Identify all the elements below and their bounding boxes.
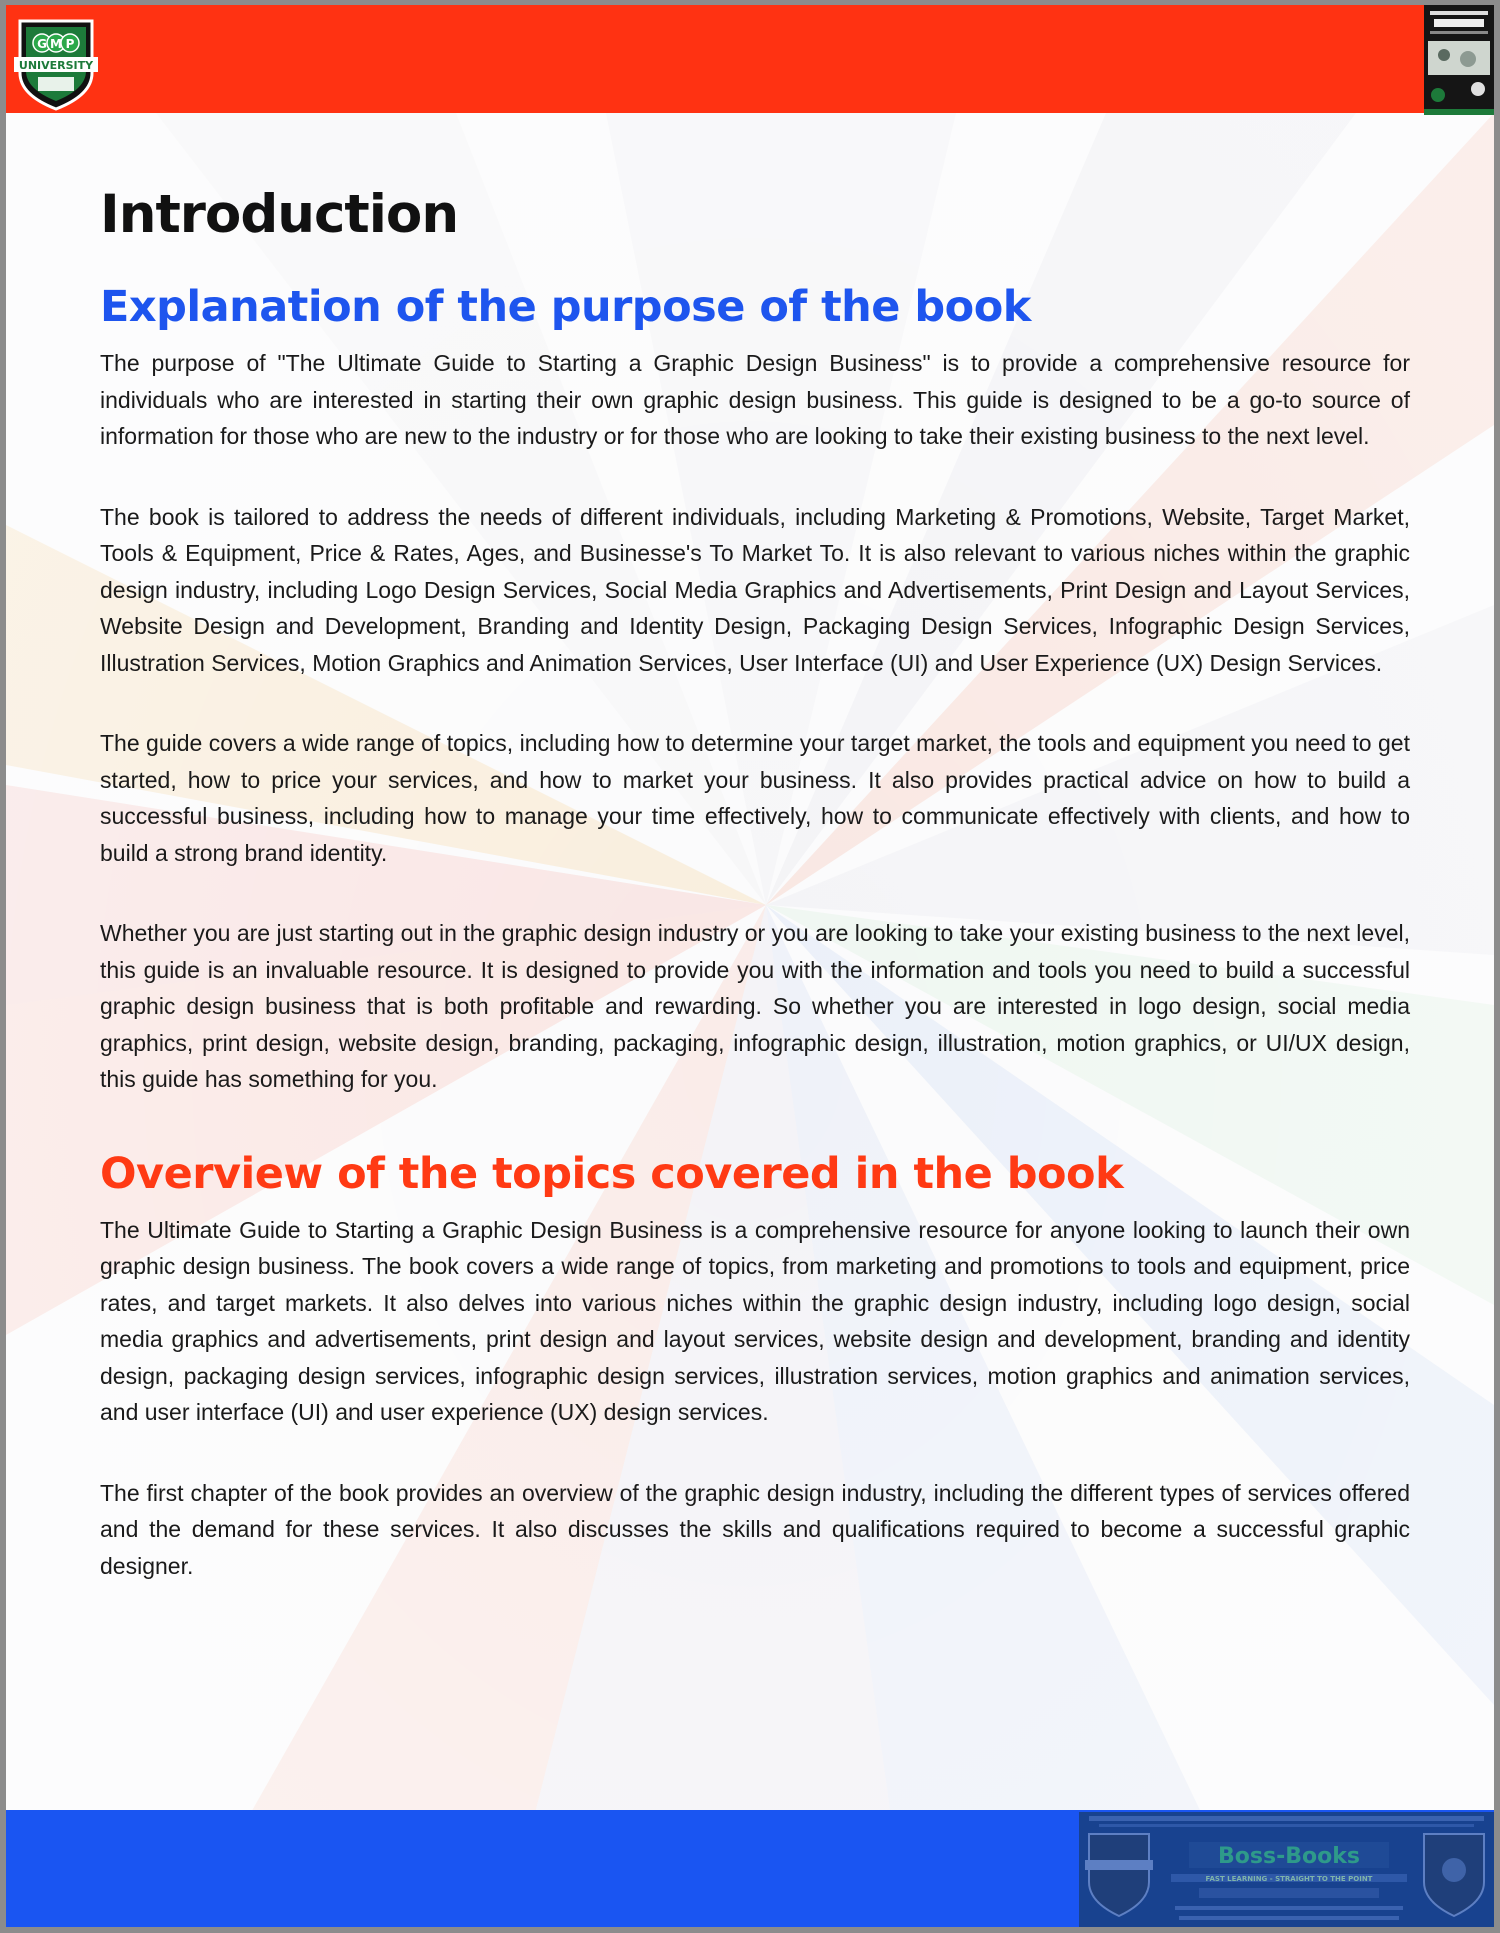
main-content	[100, 185, 1410, 1584]
svg-text:M: M	[50, 37, 62, 51]
paragraph: The purpose of "The Ultimate Guide to Starting a Graphic Design Business" is to provide a comprehensive resource for individuals who are interested in starting their own graphic design business. This guide is designed to be a go-to source of information for those who are new to the industry or for those who are looking to take their existing business to the next level.	[100, 350, 1410, 449]
page-title: Introduction	[100, 184, 459, 245]
gmp-university-shield-icon	[12, 17, 100, 111]
section-heading: Explanation of the purpose of the book	[100, 282, 1031, 332]
paragraph: The Ultimate Guide to Starting a Graphic Design Business is a comprehensive resource for anyone looking to launch their own graphic design business. The book covers a wide range of topics, from marketing and promotions to tools and equipment, price rates, and target markets. It also delves into various niches within the graphic design industry, including logo design, social media graphics and advertisements, print design and layout services, website design and development, branding and identity design, packaging design services, infographic design services, illustration services, motion graphics and animation services, and user interface (UI) and user experience (UX) design services.	[100, 1216, 1410, 1425]
boss-books-banner-icon	[1079, 1812, 1494, 1927]
section-overview	[100, 1148, 1410, 1585]
paragraph: Whether you are just starting out in the graphic design industry or you are looking to take your existing business to the next level, this guide is an invaluable resource. It is designed to provide you with the information and tools you need to build a successful graphic design business that is both profitable and rewarding. So whether you are interested in logo design, social media graphics, print design, website design, branding, packaging, infographic design, illustration, motion graphics, or UI/UX design, this guide has something for you.	[100, 920, 1410, 1092]
svg-text:FAST LEARNING - STRAIGHT TO TH: FAST LEARNING - STRAIGHT TO THE POINT	[1205, 1875, 1373, 1883]
section-heading: Overview of the topics covered in the book	[100, 1148, 1124, 1199]
paragraph: The first chapter of the book provides an overview of the graphic design industry, including the different types of services offered and the demand for these services. It also discusses the skills and qualifications required to become a successful graphic designer.	[100, 1479, 1410, 1579]
paragraph: The guide covers a wide range of topics, including how to determine your target market, the tools and equipment you need to get started, how to price your services, and how to market your business. It also provides practical advice on how to build a successful business, including how to manage your time effectively, how to communicate effectively with clients, and how to build a strong brand identity.	[100, 730, 1410, 866]
document-page	[6, 5, 1494, 1927]
section-purpose	[100, 281, 1410, 1098]
paragraph: The book is tailored to address the needs of different individuals, including Marketing & Promotions, Website, Target Market, Tools & Equipment, Price & Rates, Ages, and Businesse's To Market To. It is also relevant to various niches within the graphic design industry, including Logo Design Services, Social Media Graphics and Advertisements, Print Design and Layout Services, Website Design and Development, Branding and Identity Design, Packaging Design Services, Infographic Design Services, Illustration Services, Motion Graphics and Animation Services, User Interface (UI) and User Experience (UX) Design Services.	[100, 503, 1410, 676]
svg-text:UNIVERSITY: UNIVERSITY	[18, 59, 94, 72]
svg-text:P: P	[65, 37, 75, 51]
book-cover-thumbnail-icon	[1424, 5, 1494, 115]
svg-text:G: G	[37, 37, 47, 51]
header-bar	[6, 5, 1494, 113]
svg-text:Boss-Books: Boss-Books	[1218, 1844, 1360, 1869]
